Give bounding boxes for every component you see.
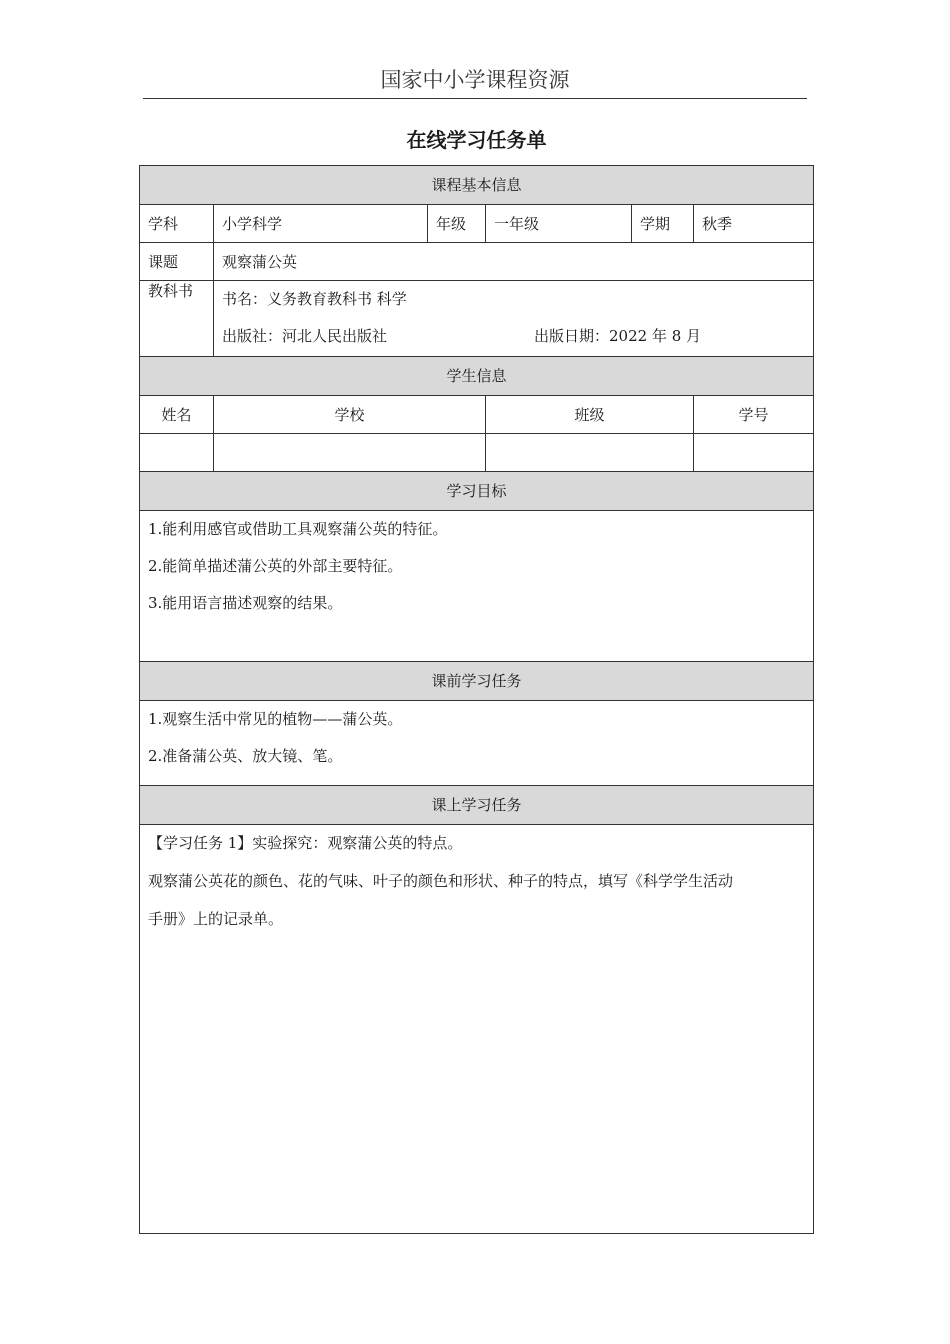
- task-heading: 【学习任务 1】实验探究：观察蒲公英的特点。: [148, 834, 463, 852]
- section-in-class: 课上学习任务: [140, 786, 814, 825]
- pre-class-content: [140, 701, 814, 786]
- subject-label: 学科: [140, 205, 214, 243]
- student-name-header: 姓名: [140, 396, 214, 434]
- section-student-info: 学生信息: [140, 357, 814, 396]
- student-school-field[interactable]: [214, 434, 486, 472]
- grade-label: 年级: [428, 205, 486, 243]
- student-class-header: 班级: [486, 396, 694, 434]
- objectives-content: [140, 511, 814, 662]
- textbook-label: 教科书: [140, 281, 214, 357]
- pre-class-item: 2.准备蒲公英、放大镜、笔。: [148, 747, 343, 765]
- textbook-publish-date: 出版日期：2022 年 8 月: [534, 327, 702, 345]
- student-name-field[interactable]: [140, 434, 214, 472]
- task-description-line: 观察蒲公英花的颜色、花的气味、叶子的颜色和形状、种子的特点，填写《科学学生活动: [148, 872, 734, 890]
- term-value: 秋季: [694, 205, 814, 243]
- textbook-publisher: 出版社：河北人民出版社: [222, 327, 388, 345]
- task-description-line: 手册》上的记录单。: [148, 910, 284, 928]
- header-divider: [143, 98, 807, 99]
- student-class-field[interactable]: [486, 434, 694, 472]
- subject-value: 小学科学: [214, 205, 428, 243]
- term-label: 学期: [632, 205, 694, 243]
- student-school-header: 学校: [214, 396, 486, 434]
- textbook-publish-line: [214, 318, 813, 355]
- objective-item: 3.能用语言描述观察的结果。: [148, 594, 343, 612]
- pre-class-item: 1.观察生活中常见的植物——蒲公英。: [148, 710, 403, 728]
- section-pre-class: 课前学习任务: [140, 662, 814, 701]
- page-header: 国家中小学课程资源: [380, 68, 570, 92]
- grade-value: 一年级: [486, 205, 632, 243]
- textbook-name: 书名：义务教育教科书 科学: [222, 290, 407, 308]
- textbook-info: [214, 281, 814, 357]
- document-title: 在线学习任务单: [406, 128, 547, 152]
- student-id-field[interactable]: [694, 434, 814, 472]
- section-objectives: 学习目标: [140, 472, 814, 511]
- topic-value: 观察蒲公英: [214, 243, 814, 281]
- objective-item: 2.能简单描述蒲公英的外部主要特征。: [148, 557, 403, 575]
- in-class-content: [140, 825, 814, 1234]
- student-id-header: 学号: [694, 396, 814, 434]
- task-sheet-table: [139, 165, 814, 1234]
- section-course-info: 课程基本信息: [140, 166, 814, 205]
- objective-item: 1.能利用感官或借助工具观察蒲公英的特征。: [148, 520, 448, 538]
- topic-label: 课题: [140, 243, 214, 281]
